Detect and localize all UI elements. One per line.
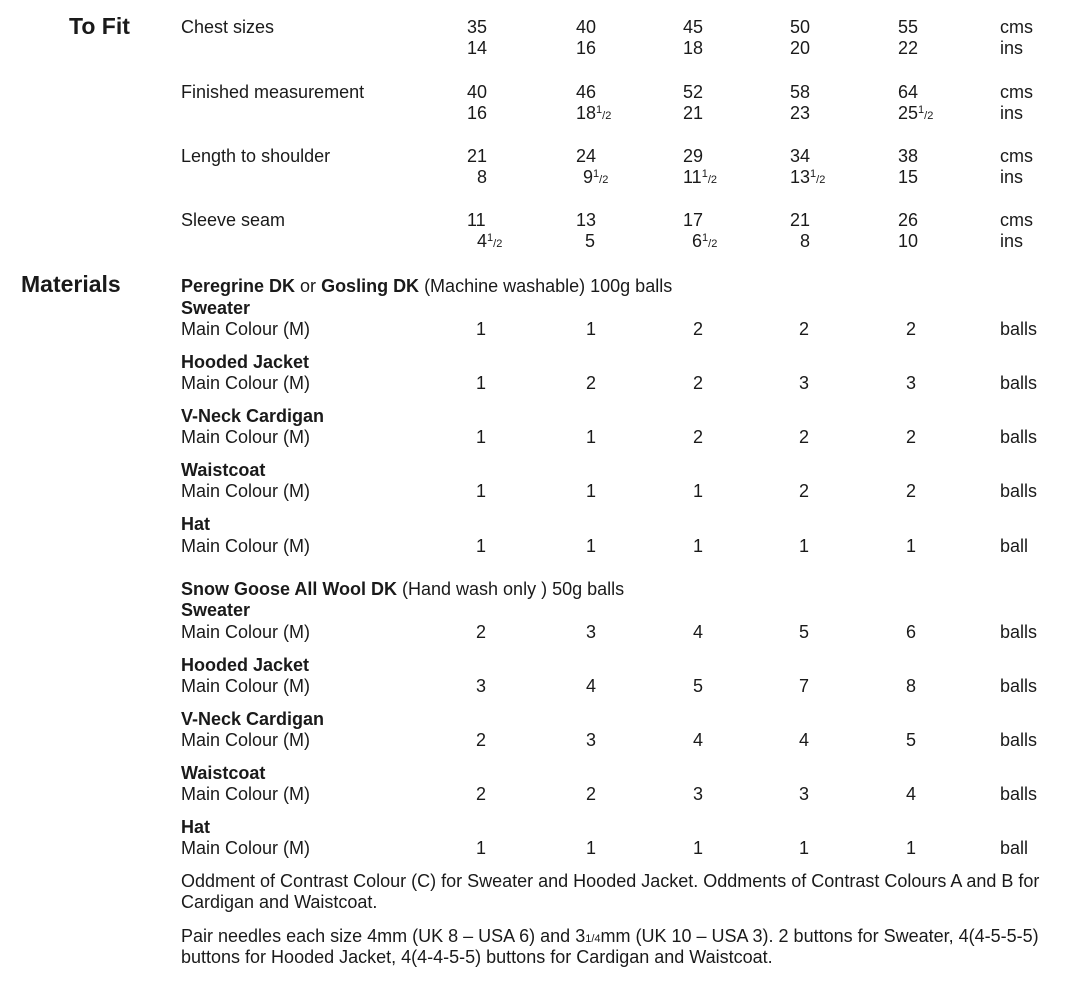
g2-hat-label: Main Colour (M)	[181, 838, 311, 858]
g2-jacket-title: Hooded Jacket	[181, 655, 310, 675]
length-ins-2: $9^1/2$	[583, 167, 609, 187]
g2-hat-v1: 1	[476, 838, 487, 858]
chest-cms-2: 40	[576, 17, 597, 37]
finished-unit-ins: ins	[1000, 103, 1024, 123]
g2-sweater-unit: balls	[1000, 622, 1038, 642]
g2-cardigan-v5: 5	[906, 730, 917, 750]
length-unit-cms: cms	[1000, 146, 1033, 166]
g1-hat-title: Hat	[181, 514, 211, 534]
row-label-finished: Finished measurement	[181, 82, 365, 102]
sleeve-unit-ins: ins	[1000, 231, 1024, 251]
g2-waistcoat-label: Main Colour (M)	[181, 784, 311, 804]
sleeve-ins-5: 10	[898, 231, 919, 251]
yarn1-line: Peregrine DK or Gosling DK (Machine washable) 100g balls	[181, 276, 673, 296]
to-fit-heading: To Fit	[69, 13, 130, 39]
finished-cms-5: 64	[898, 82, 919, 102]
g2-waistcoat-v5: 4	[906, 784, 917, 804]
finished-ins-4: 23	[790, 103, 811, 123]
finished-cms-4: 58	[790, 82, 811, 102]
g1-hat-unit: ball	[1000, 536, 1029, 556]
g2-waistcoat-v1: 2	[476, 784, 487, 804]
g1-hat-v1: 1	[476, 536, 487, 556]
chest-cms-3: 45	[683, 17, 704, 37]
g1-waistcoat-v2: 1	[586, 481, 597, 501]
g2-sweater-v4: 5	[799, 622, 810, 642]
g2-sweater-label: Main Colour (M)	[181, 622, 311, 642]
g1-hat-label: Main Colour (M)	[181, 536, 311, 556]
g1-jacket-unit: balls	[1000, 373, 1038, 393]
sleeve-cms-4: 21	[790, 210, 811, 230]
sleeve-unit-cms: cms	[1000, 210, 1033, 230]
g1-cardigan-v5: 2	[906, 427, 917, 447]
g2-cardigan-title: V-Neck Cardigan	[181, 709, 325, 729]
g1-waistcoat-v1: 1	[476, 481, 487, 501]
chest-ins-2: 16	[576, 38, 597, 58]
g2-waistcoat-unit: balls	[1000, 784, 1038, 804]
g1-waistcoat-unit: balls	[1000, 481, 1038, 501]
g2-waistcoat-title: Waistcoat	[181, 763, 266, 783]
g2-cardigan-v4: 4	[799, 730, 810, 750]
g2-sweater-v1: 2	[476, 622, 487, 642]
length-cms-4: 34	[790, 146, 811, 166]
g2-waistcoat-v2: 2	[586, 784, 597, 804]
chest-ins-1: 14	[467, 38, 488, 58]
chest-cms-5: 55	[898, 17, 919, 37]
length-ins-4: $13^1/2$	[790, 167, 826, 187]
g1-hat-v5: 1	[906, 536, 917, 556]
g1-cardigan-title: V-Neck Cardigan	[181, 406, 325, 426]
g1-jacket-title: Hooded Jacket	[181, 352, 310, 372]
sleeve-cms-3: 17	[683, 210, 704, 230]
sleeve-ins-2: 5	[585, 231, 596, 251]
g1-jacket-label: Main Colour (M)	[181, 373, 311, 393]
g2-sweater-v2: 3	[586, 622, 597, 642]
g1-cardigan-v4: 2	[799, 427, 810, 447]
g1-sweater-v2: 1	[586, 319, 597, 339]
g2-jacket-v2: 4	[586, 676, 597, 696]
length-ins-3: $11^1/2$	[683, 167, 717, 187]
g2-sweater-v5: 6	[906, 622, 917, 642]
length-cms-5: 38	[898, 146, 919, 166]
g1-waistcoat-label: Main Colour (M)	[181, 481, 311, 501]
g2-jacket-v3: 5	[693, 676, 704, 696]
finished-ins-5: $25^1/2$	[898, 103, 934, 123]
g1-hat-v3: 1	[693, 536, 704, 556]
g2-cardigan-v3: 4	[693, 730, 704, 750]
sleeve-ins-1: $4^1/2$	[477, 231, 503, 251]
g2-hat-title: Hat	[181, 817, 211, 837]
row-label-length: Length to shoulder	[181, 146, 331, 166]
finished-ins-1: 16	[467, 103, 488, 123]
g2-hat-v3: 1	[693, 838, 704, 858]
finished-cms-1: 40	[467, 82, 488, 102]
needles-buttons-note: Pair needles each size 4mm (UK 8 – USA 6) and 31/4mm (UK 10 – USA 3). 2 buttons for Sweater, 4(4-5-5-5) buttons for Hooded Jacket, 4(4-4-5-5) buttons for Cardigan and Waistcoat.	[181, 926, 1039, 967]
g2-jacket-v4: 7	[799, 676, 810, 696]
yarn2-line: Snow Goose All Wool DK (Hand wash only ) 50g balls	[181, 579, 625, 599]
row-label-chest: Chest sizes	[181, 17, 275, 37]
chest-cms-4: 50	[790, 17, 811, 37]
g1-jacket-v2: 2	[586, 373, 597, 393]
g1-jacket-v1: 1	[476, 373, 487, 393]
length-cms-2: 24	[576, 146, 597, 166]
finished-cms-2: 46	[576, 82, 597, 102]
chest-cms-1: 35	[467, 17, 488, 37]
g2-cardigan-v2: 3	[586, 730, 597, 750]
finished-ins-3: 21	[683, 103, 704, 123]
row-label-sleeve: Sleeve seam	[181, 210, 286, 230]
g1-cardigan-v1: 1	[476, 427, 487, 447]
g1-sweater-v4: 2	[799, 319, 810, 339]
g1-sweater-title: Sweater	[181, 298, 251, 318]
g1-jacket-v4: 3	[799, 373, 810, 393]
g2-jacket-v5: 8	[906, 676, 917, 696]
g1-waistcoat-v4: 2	[799, 481, 810, 501]
g2-hat-v4: 1	[799, 838, 810, 858]
chest-unit-cms: cms	[1000, 17, 1033, 37]
length-cms-1: 21	[467, 146, 488, 166]
g1-sweater-v3: 2	[693, 319, 704, 339]
sleeve-cms-1: 11	[467, 210, 486, 230]
sleeve-cms-5: 26	[898, 210, 919, 230]
g1-cardigan-v2: 1	[586, 427, 597, 447]
chest-ins-3: 18	[683, 38, 704, 58]
chest-ins-5: 22	[898, 38, 919, 58]
g1-jacket-v5: 3	[906, 373, 917, 393]
g2-waistcoat-v4: 3	[799, 784, 810, 804]
sleeve-cms-2: 13	[576, 210, 597, 230]
length-ins-5: 15	[898, 167, 919, 187]
g2-jacket-unit: balls	[1000, 676, 1038, 696]
g1-hat-v2: 1	[586, 536, 597, 556]
g1-sweater-v1: 1	[476, 319, 487, 339]
g1-waistcoat-v5: 2	[906, 481, 917, 501]
g2-sweater-title: Sweater	[181, 600, 251, 620]
finished-ins-2: $18^1/2$	[576, 103, 612, 123]
g2-jacket-v1: 3	[476, 676, 487, 696]
chest-ins-4: 20	[790, 38, 811, 58]
contrast-colour-note: Oddment of Contrast Colour (C) for Sweater and Hooded Jacket. Oddments of Contrast Colours A and B for Cardigan and Waistcoat.	[181, 871, 1040, 912]
g2-cardigan-label: Main Colour (M)	[181, 730, 311, 750]
length-cms-3: 29	[683, 146, 704, 166]
g2-hat-unit: ball	[1000, 838, 1029, 858]
g1-hat-v4: 1	[799, 536, 810, 556]
g2-sweater-v3: 4	[693, 622, 704, 642]
g2-waistcoat-v3: 3	[693, 784, 704, 804]
g1-waistcoat-v3: 1	[693, 481, 704, 501]
length-ins-1: 8	[477, 167, 488, 187]
length-unit-ins: ins	[1000, 167, 1024, 187]
g1-sweater-v5: 2	[906, 319, 917, 339]
g1-cardigan-unit: balls	[1000, 427, 1038, 447]
g1-jacket-v3: 2	[693, 373, 704, 393]
g2-cardigan-v1: 2	[476, 730, 487, 750]
g2-hat-v5: 1	[906, 838, 917, 858]
finished-unit-cms: cms	[1000, 82, 1033, 102]
g1-sweater-unit: balls	[1000, 319, 1038, 339]
sleeve-ins-3: $6^1/2$	[692, 231, 718, 251]
materials-heading: Materials	[21, 271, 121, 297]
g1-cardigan-label: Main Colour (M)	[181, 427, 311, 447]
g1-waistcoat-title: Waistcoat	[181, 460, 266, 480]
g2-cardigan-unit: balls	[1000, 730, 1038, 750]
finished-cms-3: 52	[683, 82, 704, 102]
g1-sweater-label: Main Colour (M)	[181, 319, 311, 339]
sleeve-ins-4: 8	[800, 231, 811, 251]
chest-unit-ins: ins	[1000, 38, 1024, 58]
g2-hat-v2: 1	[586, 838, 597, 858]
g1-cardigan-v3: 2	[693, 427, 704, 447]
g2-jacket-label: Main Colour (M)	[181, 676, 311, 696]
